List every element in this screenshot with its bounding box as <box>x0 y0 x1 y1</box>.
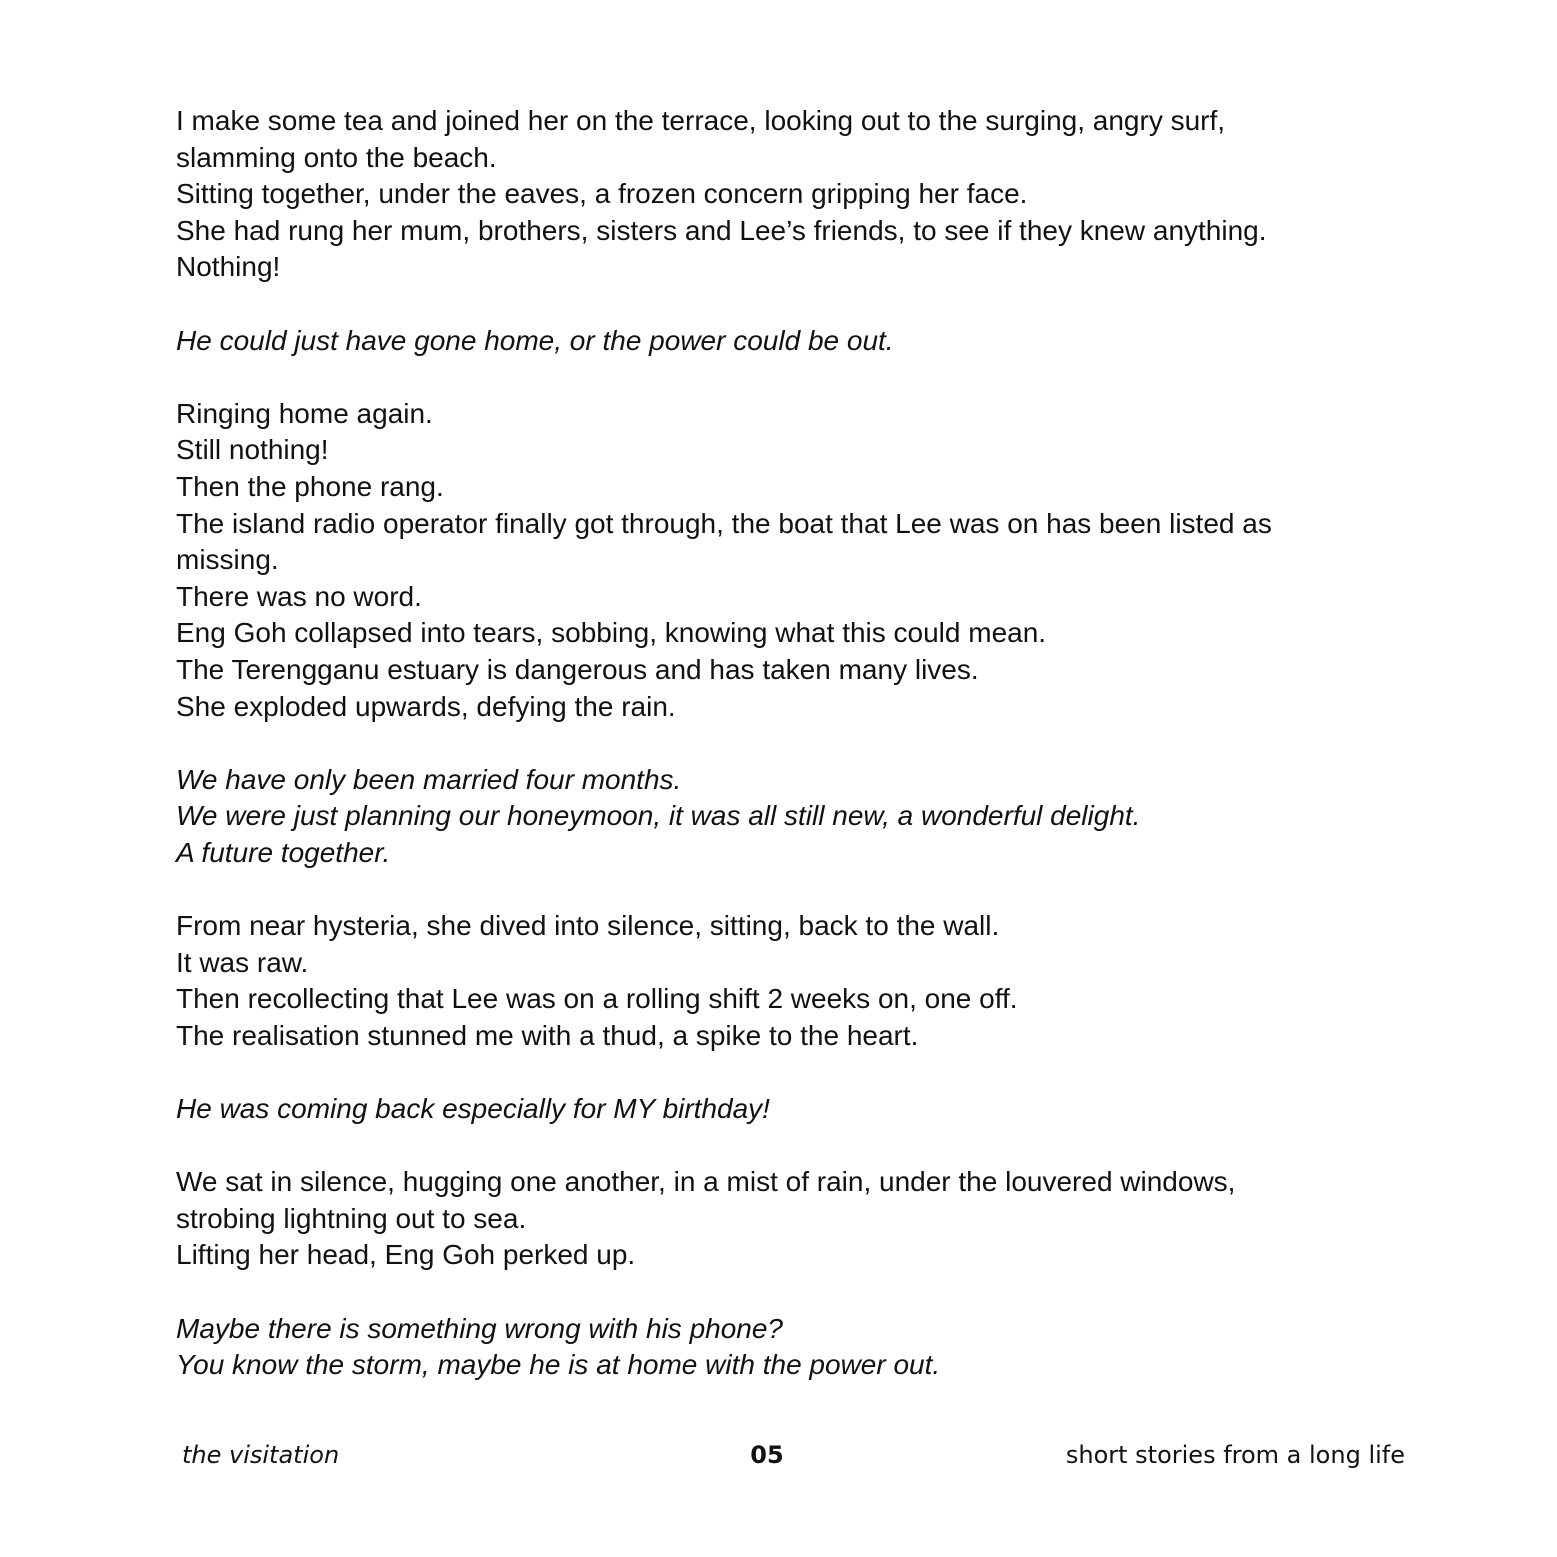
italic-line: We have only been married four months. <box>176 763 682 795</box>
text-line: She had rung her mum, brothers, sisters and Lee’s friends, to see if they knew anything. <box>176 214 1267 246</box>
paragraph-gap <box>176 286 1436 323</box>
text-line: Ringing home again. <box>176 397 433 429</box>
paragraph-gap <box>176 725 1436 762</box>
text-line: From near hysteria, she dived into silence, sitting, back to the wall. <box>176 910 1000 942</box>
story-body <box>176 103 1436 1384</box>
italic-thought <box>176 1311 1436 1384</box>
text-line: Nothing! <box>176 251 281 283</box>
text-line: missing. <box>176 544 279 576</box>
italic-line: A future together. <box>176 836 391 868</box>
text-line: The Terengganu estuary is dangerous and has taken many lives. <box>176 653 979 685</box>
text-line: There was no word. <box>176 580 422 612</box>
italic-thought <box>176 762 1436 872</box>
text-line: She exploded upwards, defying the rain. <box>176 690 676 722</box>
italic-line: You know the storm, maybe he is at home with the power out. <box>176 1349 941 1381</box>
italic-line: He could just have gone home, or the power could be out. <box>176 324 894 356</box>
text-line: Eng Goh collapsed into tears, sobbing, knowing what this could mean. <box>176 617 1047 649</box>
text-line: We sat in silence, hugging one another, in a mist of rain, under the louvered windows, <box>176 1166 1236 1198</box>
text-line: Lifting her head, Eng Goh perked up. <box>176 1239 636 1271</box>
paragraph <box>176 1164 1436 1274</box>
text-line: Then recollecting that Lee was on a rolling shift 2 weeks on, one off. <box>176 983 1018 1015</box>
italic-line: We were just planning our honeymoon, it was all still new, a wonderful delight. <box>176 800 1141 832</box>
text-line: strobing lightning out to sea. <box>176 1202 527 1234</box>
page-number: 05 <box>750 1441 784 1469</box>
paragraph-gap <box>176 1128 1436 1165</box>
text-line: Sitting together, under the eaves, a frozen concern gripping her face. <box>176 178 1028 210</box>
text-line: It was raw. <box>176 946 309 978</box>
italic-thought <box>176 1091 1436 1128</box>
page-footer <box>0 1437 1557 1473</box>
italic-thought <box>176 323 1436 360</box>
footer-book-title: short stories from a long life <box>1065 1441 1405 1469</box>
text-line: I make some tea and joined her on the terrace, looking out to the surging, angry surf, <box>176 105 1226 136</box>
paragraph <box>176 103 1436 286</box>
paragraph <box>176 396 1436 725</box>
text-line: The island radio operator finally got through, the boat that Lee was on has been listed as <box>176 507 1272 539</box>
paragraph-gap <box>176 1274 1436 1311</box>
paragraph <box>176 908 1436 1054</box>
paragraph-gap <box>176 871 1436 908</box>
italic-line: Maybe there is something wrong with his phone? <box>176 1312 784 1344</box>
text-line: Then the phone rang. <box>176 470 444 502</box>
footer-story-title: the visitation <box>182 1441 340 1469</box>
text-line: The realisation stunned me with a thud, a spike to the heart. <box>176 1019 919 1051</box>
text-line: slamming onto the beach. <box>176 141 497 173</box>
paragraph-gap <box>176 359 1436 396</box>
paragraph-gap <box>176 1054 1436 1091</box>
italic-line: He was coming back especially for MY birthday! <box>176 1093 770 1125</box>
text-line: Still nothing! <box>176 434 329 466</box>
